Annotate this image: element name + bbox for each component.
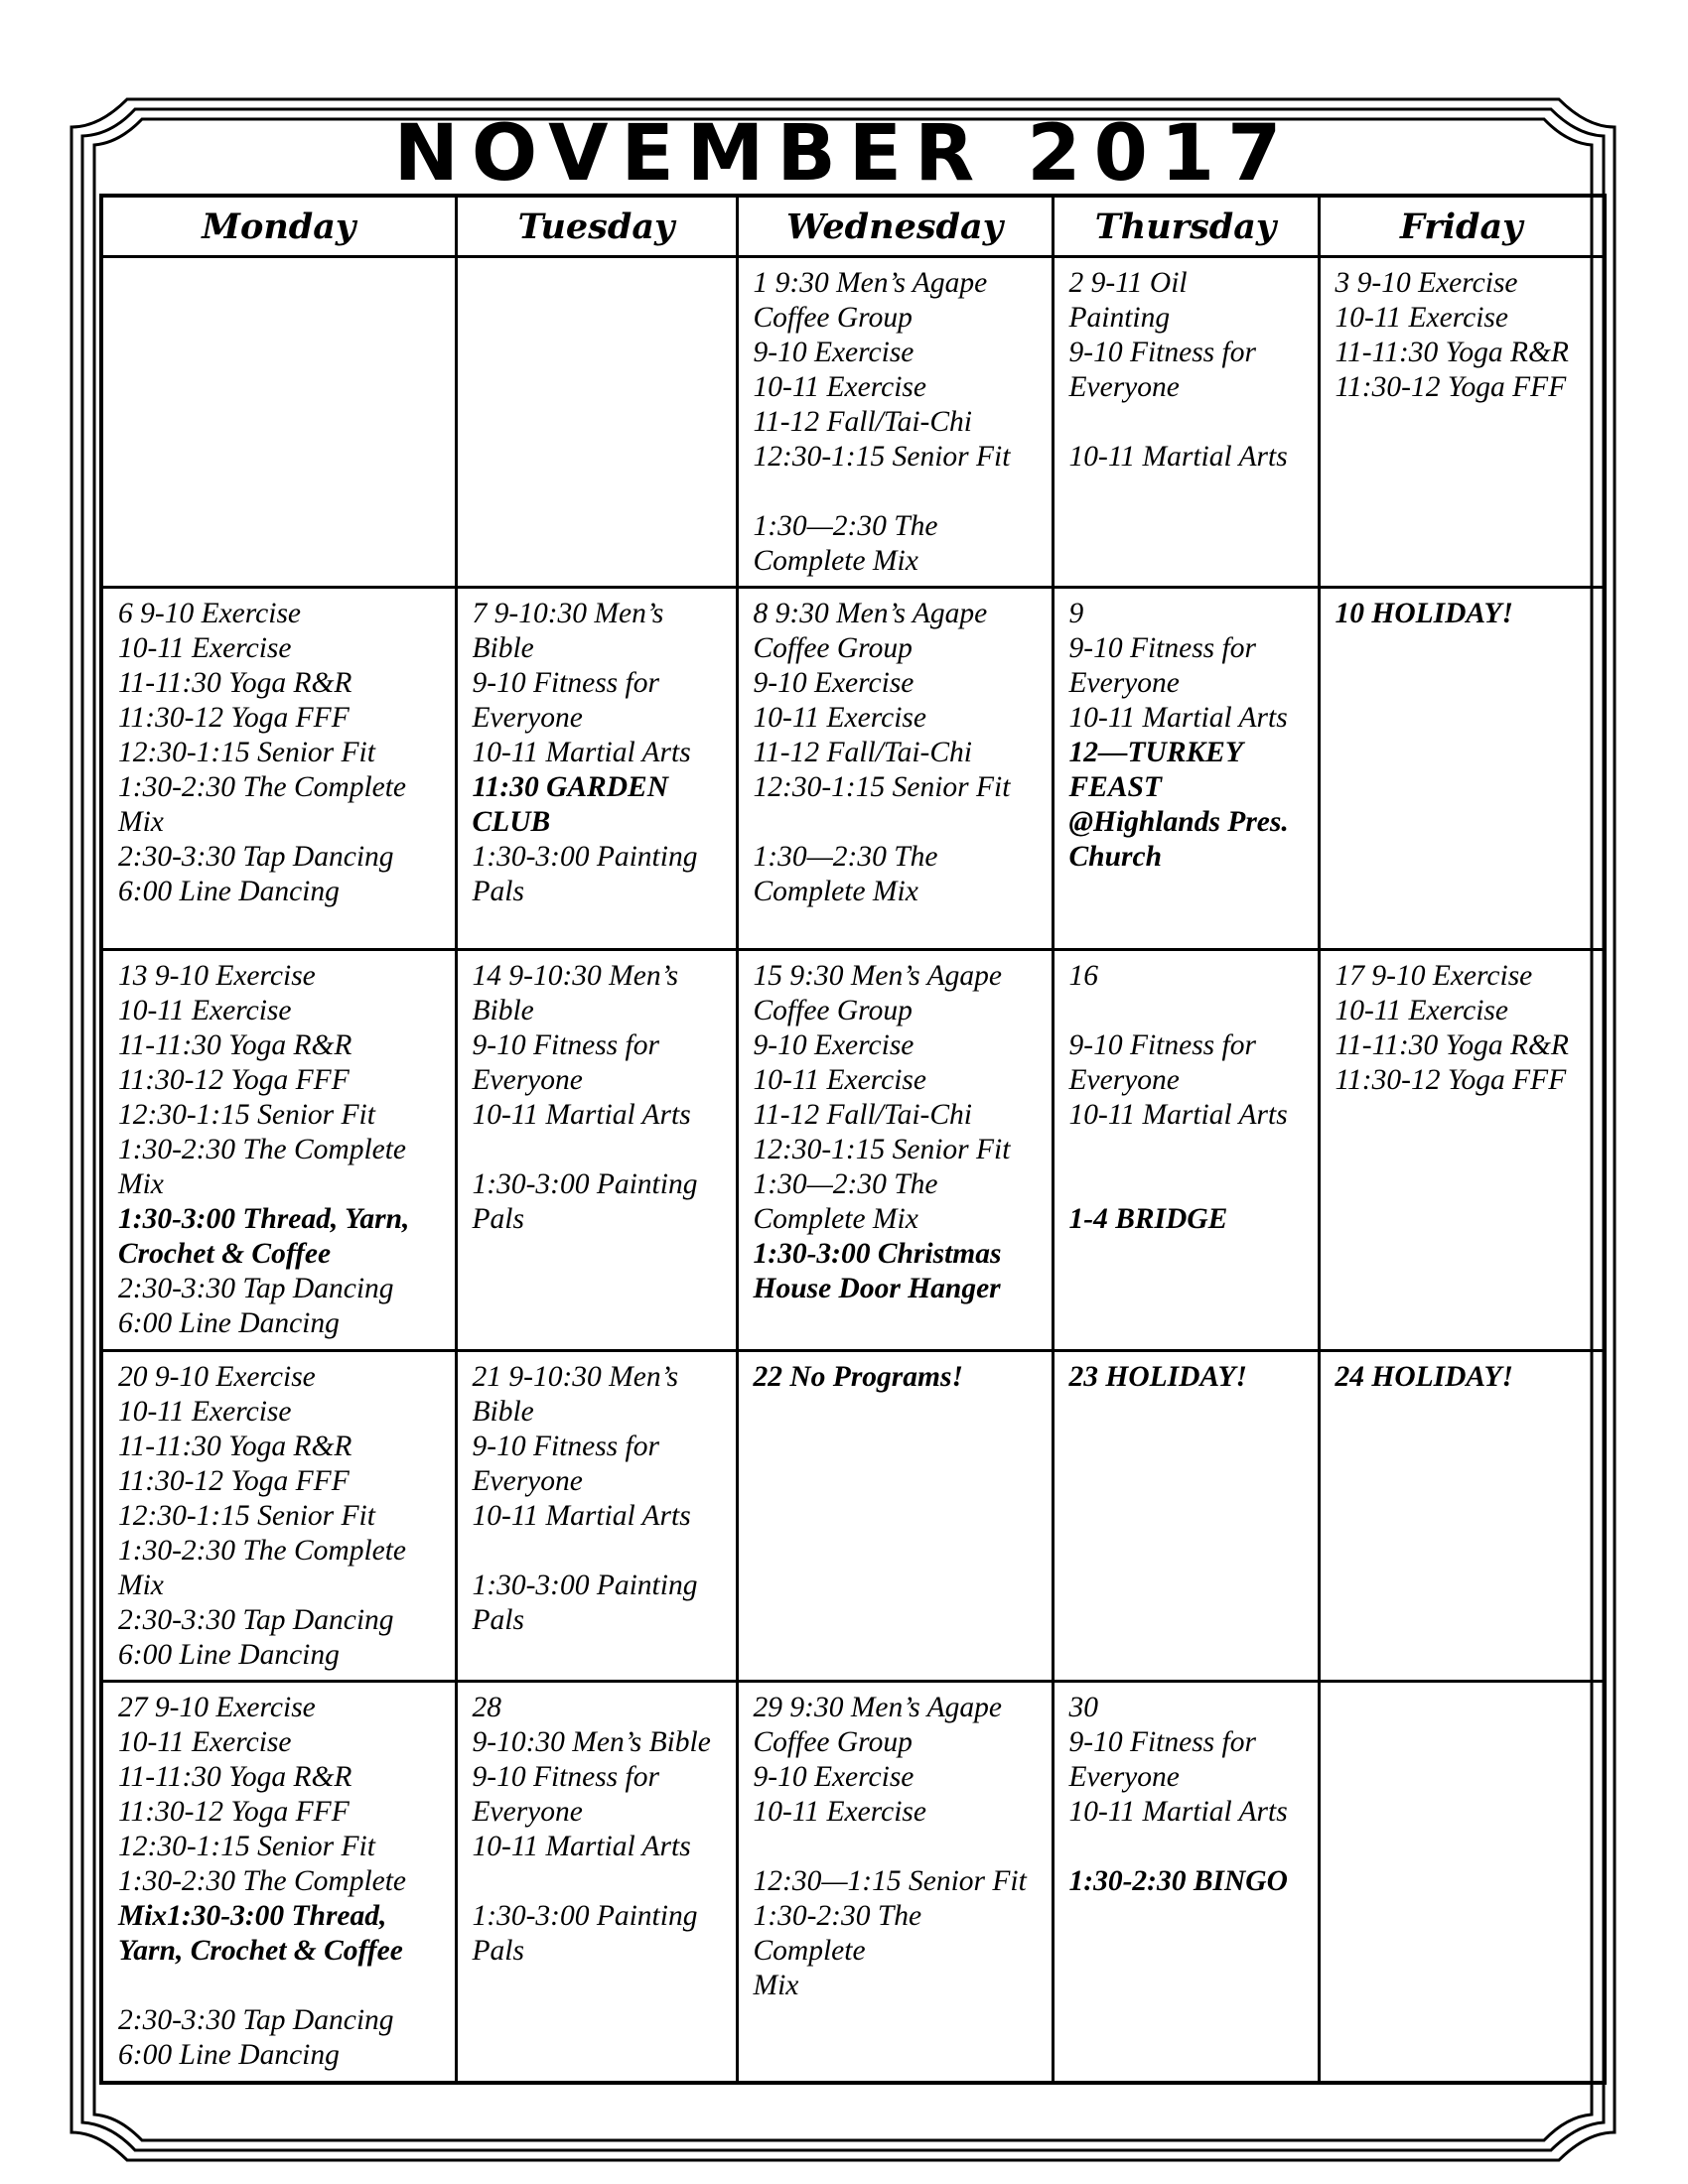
event-line: Yarn, Crochet & Coffee <box>118 1935 403 1968</box>
event-line <box>1069 1133 1308 1167</box>
event-line: 10-11 Martial Arts <box>472 1500 691 1533</box>
event-line: 12:30-1:15 Senior Fit <box>118 1500 375 1533</box>
event-line: 1:30—2:30 The <box>753 841 938 874</box>
event-line: 1:30-2:30 BINGO <box>1068 1865 1288 1898</box>
day-cell-tuesday <box>456 257 737 588</box>
day-cell-thursday <box>1053 950 1319 1351</box>
event-line: 9-10 Fitness for <box>472 667 659 700</box>
event-line: 1:30-3:00 Painting <box>472 841 698 874</box>
event-line: Complete Mix <box>753 1203 918 1236</box>
event-line: 10-11 Exercise <box>118 632 292 665</box>
day-header-thursday: Thursday <box>1053 196 1319 257</box>
event-line: 2:30-3:30 Tap Dancing <box>118 1273 394 1305</box>
event-line: Mix <box>753 1970 799 2002</box>
event-line: 11:30-12 Yoga FFF <box>1335 371 1567 403</box>
event-line: 9-10:30 Men’s Bible <box>472 1726 711 1759</box>
day-number-and-event: 30 <box>1068 1692 1098 1724</box>
week-row <box>101 257 1605 588</box>
event-line: 10-11 Exercise <box>753 1796 926 1829</box>
event-line: 11:30-12 Yoga FFF <box>1335 1064 1567 1097</box>
event-line: 9-10 Fitness for <box>1068 632 1256 665</box>
event-line: 10-11 Martial Arts <box>1068 441 1288 473</box>
event-line: Coffee Group <box>753 1726 913 1759</box>
event-line: CLUB <box>472 806 551 839</box>
event-line: 9-10 Fitness for <box>472 1761 659 1794</box>
event-line: Everyone <box>1068 1064 1180 1097</box>
event-line: 11-12 Fall/Tai-Chi <box>753 737 972 769</box>
event-line: Crochet & Coffee <box>118 1238 332 1271</box>
day-number-and-event: 15 9:30 Men’s Agape <box>753 960 1002 993</box>
event-line: 12:30-1:15 Senior Fit <box>118 1831 375 1863</box>
event-line: 12:30-1:15 Senior Fit <box>753 771 1011 804</box>
event-line: 10-11 Exercise <box>1335 302 1508 334</box>
event-line: Everyone <box>472 1465 583 1498</box>
day-cell-thursday <box>1053 588 1319 950</box>
event-line: 9-10 Exercise <box>753 337 914 368</box>
event-line: 10-11 Martial Arts <box>472 1831 691 1863</box>
event-line: Complete <box>753 1935 866 1968</box>
event-line: Pals <box>472 1935 524 1968</box>
day-number-and-event: 10 HOLIDAY! <box>1335 598 1513 630</box>
event-line: Complete Mix <box>753 876 918 908</box>
event-line: 10-11 Exercise <box>118 1726 292 1759</box>
day-cell-monday <box>101 1351 456 1682</box>
day-number-and-event: 29 9:30 Men’s Agape <box>753 1692 1002 1724</box>
event-line: 6:00 Line Dancing <box>118 2039 340 2072</box>
event-line: Mix <box>118 1168 164 1201</box>
event-line: 10-11 Exercise <box>118 1396 292 1429</box>
event-line <box>118 1969 445 2003</box>
day-cell-tuesday <box>456 588 737 950</box>
day-cell-monday <box>101 950 456 1351</box>
day-cell-tuesday <box>456 950 737 1351</box>
event-line: 9-10 Fitness for <box>472 1029 659 1062</box>
event-line: 11-11:30 Yoga R&R <box>1335 337 1569 368</box>
day-cell-wednesday <box>737 588 1053 950</box>
event-line: 9-10 Fitness for <box>472 1431 659 1463</box>
week-row <box>101 588 1605 950</box>
day-number-and-event: 9 <box>1068 598 1084 630</box>
event-line <box>1069 1830 1308 1864</box>
day-number-and-event: 16 <box>1068 960 1098 993</box>
event-line: 10-11 Martial Arts <box>1068 1099 1288 1132</box>
event-line: 11:30-12 Yoga FFF <box>118 1064 350 1097</box>
event-line: 10-11 Exercise <box>753 1064 926 1097</box>
event-line <box>754 1830 1042 1864</box>
day-number-and-event: 20 9-10 Exercise <box>118 1361 316 1394</box>
event-line: 12:30-1:15 Senior Fit <box>753 441 1011 473</box>
day-number-and-event: 2 9-11 Oil <box>1068 267 1188 299</box>
event-line: 12:30—1:15 Senior Fit <box>753 1865 1027 1898</box>
event-line: 1:30-2:30 The <box>753 1900 922 1933</box>
day-number-and-event: 8 9:30 Men’s Agape <box>753 598 988 630</box>
day-number-and-event: 28 <box>472 1692 501 1724</box>
day-cell-wednesday <box>737 1351 1053 1682</box>
event-line: 10-11 Exercise <box>118 995 292 1027</box>
event-line: @Highlands Pres. <box>1068 806 1289 839</box>
event-line: 1:30-2:30 The Complete <box>118 1535 407 1568</box>
day-header-friday: Friday <box>1319 196 1605 257</box>
event-line: Everyone <box>472 702 583 735</box>
event-line: 11:30 GARDEN <box>472 771 669 804</box>
event-line: 10-11 Martial Arts <box>472 737 691 769</box>
day-cell-monday <box>101 257 456 588</box>
event-line: 9-10 Fitness for <box>1068 1029 1256 1062</box>
event-line: 11-11:30 Yoga R&R <box>118 667 352 700</box>
event-line: Everyone <box>472 1064 583 1097</box>
day-cell-wednesday <box>737 257 1053 588</box>
event-line: 1:30-2:30 The Complete <box>118 1865 407 1898</box>
day-number-and-event: 24 HOLIDAY! <box>1335 1361 1513 1394</box>
day-number-and-event: 23 HOLIDAY! <box>1068 1361 1247 1394</box>
day-cell-thursday <box>1053 1682 1319 2083</box>
event-line: Pals <box>472 1604 524 1637</box>
event-line: Everyone <box>1068 1761 1180 1794</box>
day-header-monday: Monday <box>101 196 456 257</box>
day-cell-friday <box>1319 588 1605 950</box>
event-line: 11:30-12 Yoga FFF <box>118 1796 350 1829</box>
day-number-and-event: 21 9-10:30 Men’s <box>472 1361 679 1394</box>
day-cell-friday <box>1319 257 1605 588</box>
day-cell-monday <box>101 588 456 950</box>
event-line <box>1069 1167 1308 1202</box>
event-line: Pals <box>472 876 524 908</box>
event-line: Mix <box>118 806 164 839</box>
event-line: 2:30-3:30 Tap Dancing <box>118 841 394 874</box>
event-line: 9-10 Exercise <box>753 1761 914 1794</box>
event-line <box>1069 405 1308 440</box>
event-line: 1:30-3:00 Painting <box>472 1168 698 1201</box>
event-line: 1:30—2:30 The <box>753 510 938 542</box>
day-cell-tuesday <box>456 1682 737 2083</box>
event-line <box>754 475 1042 509</box>
event-line: 11-11:30 Yoga R&R <box>118 1761 352 1794</box>
event-line: 10-11 Exercise <box>753 702 926 735</box>
event-line <box>1069 994 1308 1028</box>
event-line: 10-11 Martial Arts <box>1068 1796 1288 1829</box>
day-cell-thursday <box>1053 257 1319 588</box>
event-line: 1:30-3:00 Painting <box>472 1900 698 1933</box>
day-header-wednesday: Wednesday <box>737 196 1053 257</box>
event-line: 12—TURKEY <box>1068 737 1243 769</box>
event-line: House Door Hanger <box>753 1273 1001 1305</box>
event-line: Everyone <box>1068 667 1180 700</box>
event-line: 10-11 Martial Arts <box>472 1099 691 1132</box>
week-row <box>101 1682 1605 2083</box>
day-cell-wednesday <box>737 1682 1053 2083</box>
day-header-tuesday: Tuesday <box>456 196 737 257</box>
event-line <box>754 805 1042 840</box>
event-line: 1:30-3:00 Painting <box>472 1570 698 1602</box>
event-line: 6:00 Line Dancing <box>118 1639 340 1672</box>
event-line: Church <box>1068 841 1162 874</box>
event-line: 11:30-12 Yoga FFF <box>118 1465 350 1498</box>
event-line: 10-11 Exercise <box>753 371 926 403</box>
day-number-and-event: 14 9-10:30 Men’s <box>472 960 679 993</box>
event-line: Coffee Group <box>753 632 913 665</box>
event-line: Bible <box>472 995 534 1027</box>
event-line: 1:30-3:00 Thread, Yarn, <box>118 1203 410 1236</box>
event-line: 2:30-3:30 Tap Dancing <box>118 2004 394 2037</box>
event-line: Complete Mix <box>753 545 918 577</box>
event-line: 1:30-2:30 The Complete <box>118 771 407 804</box>
day-number-and-event: 17 9-10 Exercise <box>1335 960 1533 993</box>
event-line: 1:30—2:30 The <box>753 1168 938 1201</box>
weekday-header-row <box>101 196 1605 257</box>
event-line: FEAST <box>1068 771 1162 804</box>
event-line: 1:30-3:00 Christmas <box>753 1238 1002 1271</box>
day-cell-friday <box>1319 950 1605 1351</box>
event-line: Everyone <box>472 1796 583 1829</box>
event-line: 6:00 Line Dancing <box>118 876 340 908</box>
event-line <box>473 1534 726 1569</box>
event-line: Painting <box>1068 302 1171 334</box>
day-number-and-event: 1 9:30 Men’s Agape <box>753 267 988 299</box>
week-row <box>101 1351 1605 1682</box>
event-line: 9-10 Exercise <box>753 1029 914 1062</box>
event-line: 9-10 Fitness for <box>1068 1726 1256 1759</box>
event-line: 11-12 Fall/Tai-Chi <box>753 1099 972 1132</box>
event-line: 10-11 Exercise <box>1335 995 1508 1027</box>
event-line: Coffee Group <box>753 995 913 1027</box>
event-line: Pals <box>472 1203 524 1236</box>
week-row <box>101 950 1605 1351</box>
event-line: 11-11:30 Yoga R&R <box>118 1431 352 1463</box>
day-number-and-event: 27 9-10 Exercise <box>118 1692 316 1724</box>
event-line: 12:30-1:15 Senior Fit <box>118 737 375 769</box>
event-line: 11-11:30 Yoga R&R <box>118 1029 352 1062</box>
day-cell-thursday <box>1053 1351 1319 1682</box>
day-cell-monday <box>101 1682 456 2083</box>
day-number-and-event: 6 9-10 Exercise <box>118 598 302 630</box>
calendar-grid <box>99 194 1607 2085</box>
event-line: 1:30-2:30 The Complete <box>118 1134 407 1166</box>
event-line: 12:30-1:15 Senior Fit <box>753 1134 1011 1166</box>
day-cell-tuesday <box>456 1351 737 1682</box>
event-line: 9-10 Fitness for <box>1068 337 1256 368</box>
event-line <box>473 1864 726 1899</box>
event-line: 1-4 BRIDGE <box>1068 1203 1228 1236</box>
event-line: 12:30-1:15 Senior Fit <box>118 1099 375 1132</box>
day-cell-friday <box>1319 1682 1605 2083</box>
event-line: 10-11 Martial Arts <box>1068 702 1288 735</box>
event-line <box>473 1133 726 1167</box>
calendar-title: NOVEMBER 2017 <box>393 109 1295 199</box>
event-line: Coffee Group <box>753 302 913 334</box>
event-line: 11-12 Fall/Tai-Chi <box>753 406 972 438</box>
event-line: Everyone <box>1068 371 1180 403</box>
event-line: 11-11:30 Yoga R&R <box>1335 1029 1569 1062</box>
event-line: 9-10 Exercise <box>753 667 914 700</box>
day-cell-wednesday <box>737 950 1053 1351</box>
event-line: Mix <box>118 1570 164 1602</box>
day-number-and-event: 22 No Programs! <box>753 1361 963 1394</box>
event-line: Bible <box>472 632 534 665</box>
event-line: 2:30-3:30 Tap Dancing <box>118 1604 394 1637</box>
event-line: 6:00 Line Dancing <box>118 1307 340 1340</box>
event-line: Bible <box>472 1396 534 1429</box>
day-cell-friday <box>1319 1351 1605 1682</box>
day-number-and-event: 13 9-10 Exercise <box>118 960 316 993</box>
day-number-and-event: 7 9-10:30 Men’s <box>472 598 664 630</box>
day-number-and-event: 3 9-10 Exercise <box>1335 267 1518 299</box>
event-line: 11:30-12 Yoga FFF <box>118 702 350 735</box>
event-line: Mix1:30-3:00 Thread, <box>118 1900 387 1933</box>
